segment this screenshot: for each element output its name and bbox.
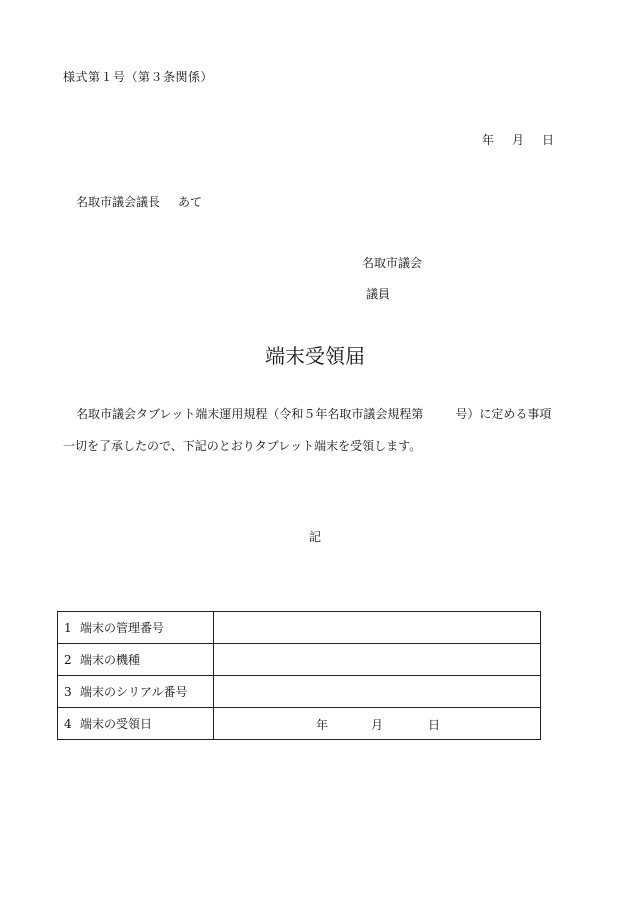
- date-month: 月: [512, 133, 525, 147]
- serial-number-field[interactable]: [214, 676, 541, 708]
- table-row: [58, 676, 541, 708]
- row-label: [58, 644, 214, 676]
- receipt-date-field[interactable]: [214, 708, 541, 740]
- receipt-date-month: 月: [371, 718, 384, 732]
- details-table: [57, 611, 541, 740]
- row-label: [58, 708, 214, 740]
- ki-heading: 記: [308, 530, 321, 544]
- body-line-2: 一切を了承したので、下記のとおりタブレット端末を受領します。: [63, 439, 422, 453]
- document-title: 端末受領届: [265, 344, 365, 368]
- sender-organization: 名取市議会: [362, 256, 423, 270]
- table-row: [58, 644, 541, 676]
- row-label-text: 端末の管理番号: [80, 621, 165, 635]
- body-line-1: [76, 405, 551, 422]
- recipient-honorific: あて: [178, 195, 203, 209]
- row-label-text: 端末の受領日: [80, 717, 153, 731]
- table-row: [58, 612, 541, 644]
- date-day: 日: [542, 133, 555, 147]
- row-number: 1: [64, 621, 72, 635]
- body-line-1-after: 号）に定める事項: [455, 407, 552, 421]
- receipt-date-day: 日: [428, 718, 441, 732]
- receipt-date-year: 年: [316, 718, 329, 732]
- sender-title: 議員: [366, 287, 391, 301]
- management-number-field[interactable]: [214, 612, 541, 644]
- form-number: 様式第１号（第３条関係）: [63, 70, 214, 84]
- table-row: [58, 708, 541, 740]
- row-label-text: 端末の機種: [80, 653, 141, 667]
- device-model-field[interactable]: [214, 644, 541, 676]
- row-label-text: 端末のシリアル番号: [80, 685, 188, 699]
- row-number: 4: [64, 717, 72, 731]
- row-number: 3: [64, 685, 72, 699]
- row-label: [58, 612, 214, 644]
- row-label: [58, 676, 214, 708]
- body-line-1-before: 名取市議会タブレット端末運用規程（令和５年名取市議会規程第: [76, 407, 424, 421]
- date-year: 年: [482, 133, 495, 147]
- recipient: [76, 193, 202, 210]
- row-number: 2: [64, 653, 72, 667]
- recipient-name: 名取市議会議長: [76, 195, 161, 209]
- submission-date: [482, 131, 554, 148]
